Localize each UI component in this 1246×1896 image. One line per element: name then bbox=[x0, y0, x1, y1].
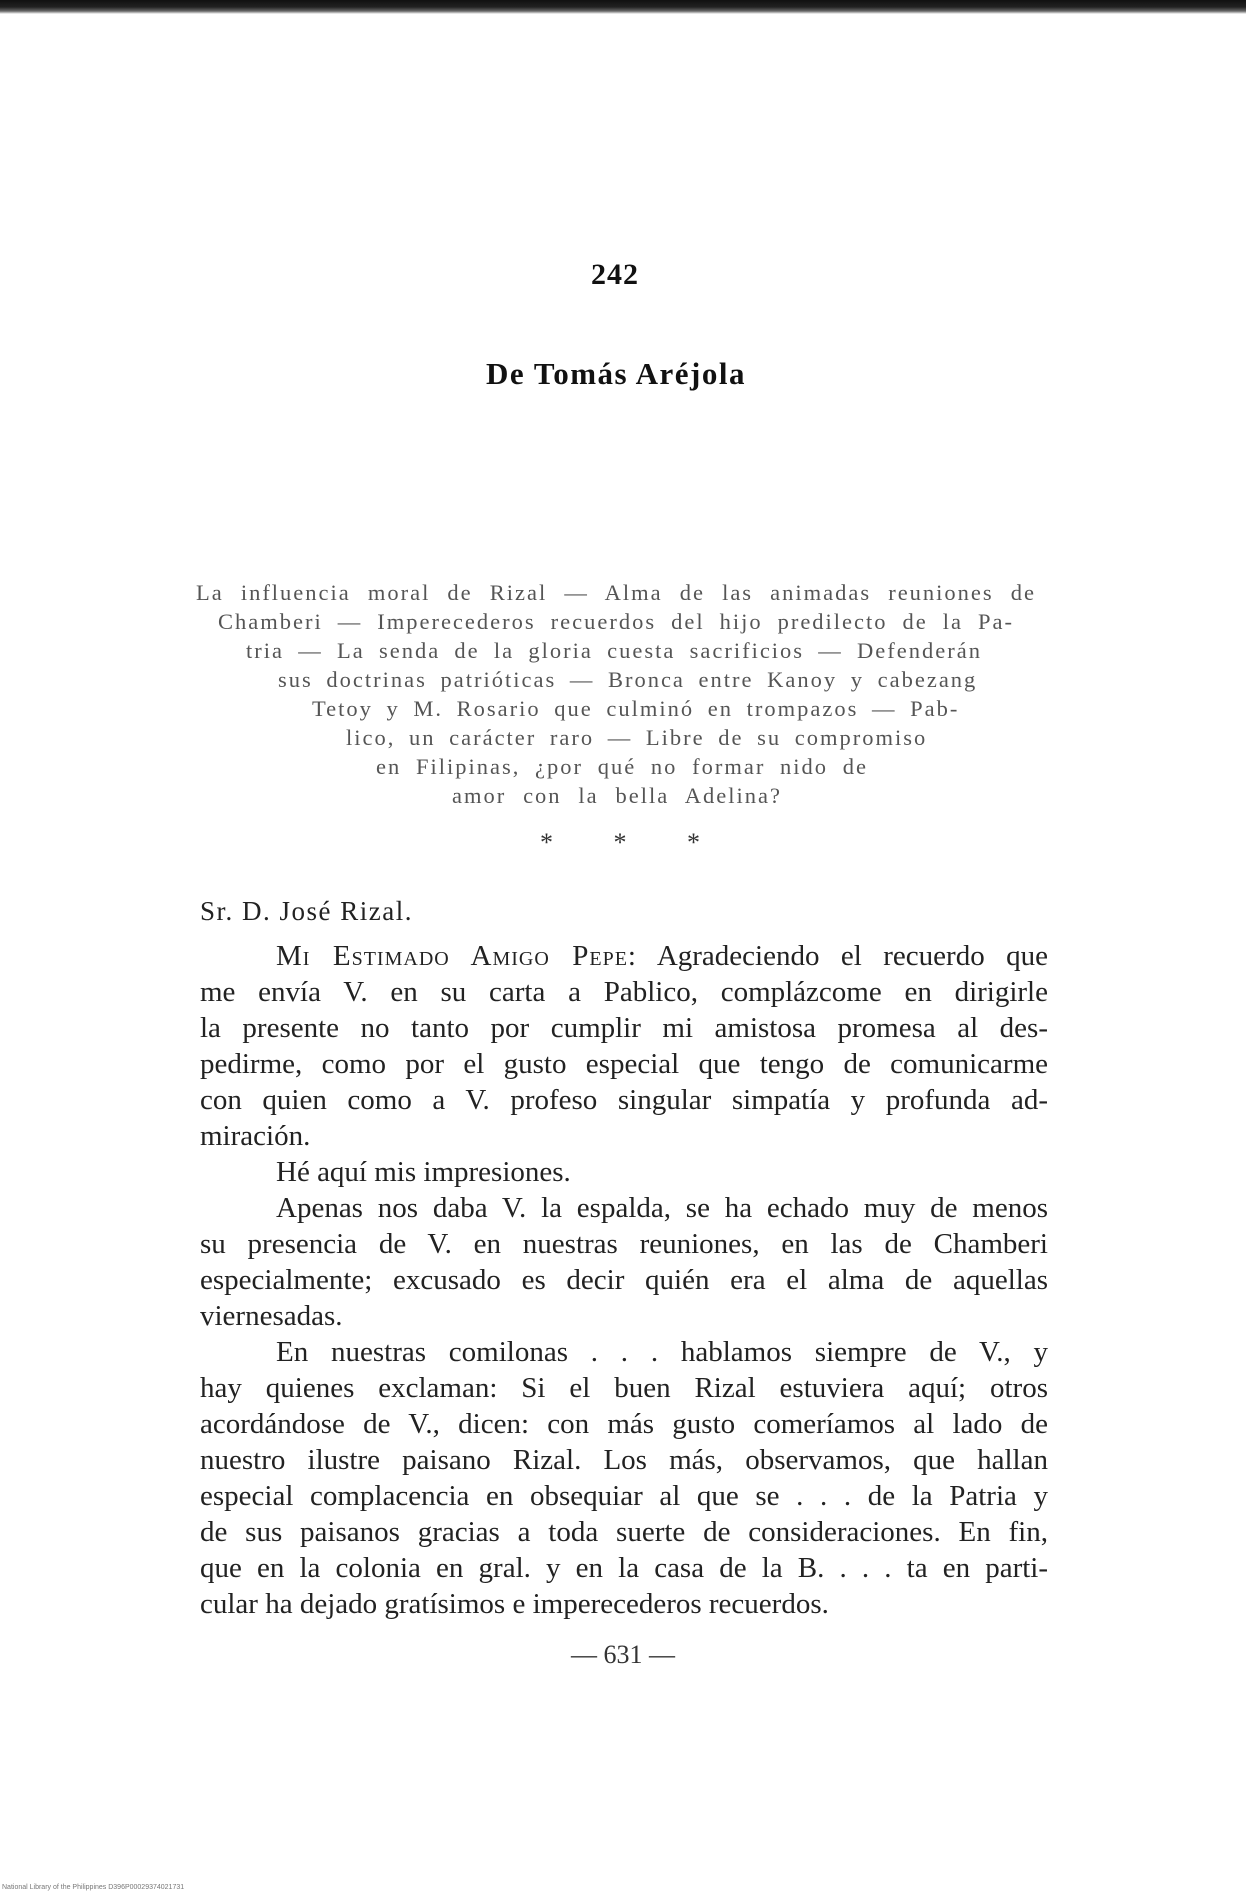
paragraph-1 bbox=[200, 938, 1048, 1154]
body-line: hay quienes exclaman: Si el buen Rizal estuviera aquí; otros bbox=[200, 1372, 1048, 1404]
summary-line: Chamberi — Imperecederos recuerdos del hijo predilecto de la Pa- bbox=[218, 609, 1014, 634]
body-line: viernesadas. bbox=[200, 1300, 343, 1332]
summary-line: lico, un carácter raro — Libre de su compromiso bbox=[346, 725, 928, 750]
summary-line: Tetoy y M. Rosario que culminó en trompazos — Pab- bbox=[312, 696, 960, 721]
body-line: especialmente; excusado es decir quién era el alma de aquellas bbox=[200, 1264, 1048, 1296]
section-separator bbox=[540, 828, 700, 858]
letter-summary bbox=[196, 578, 1036, 810]
body-line bbox=[200, 938, 1048, 974]
body-line: su presencia de V. en nuestras reuniones, en las de Chamberi bbox=[200, 1228, 1048, 1260]
body-line: con quien como a V. profeso singular simpatía y profunda ad- bbox=[200, 1084, 1048, 1116]
letter-number: 242 bbox=[591, 258, 639, 291]
letter-title: De Tomás Aréjola bbox=[486, 356, 746, 391]
body-line: Apenas nos daba V. la espalda, se ha echado muy de menos bbox=[276, 1192, 1048, 1224]
body-line: miración. bbox=[200, 1120, 311, 1152]
body-line: cular ha dejado gratísimos e imperecederos recuerdos. bbox=[200, 1588, 829, 1620]
body-line: que en la colonia en gral. y en la casa de la B. . . . ta en parti- bbox=[200, 1552, 1048, 1584]
summary-line: La influencia moral de Rizal — Alma de las animadas reuniones de bbox=[196, 580, 1036, 605]
body-line-text: Agradeciendo el recuerdo que bbox=[656, 940, 1048, 972]
paragraph-4 bbox=[200, 1334, 1048, 1622]
body-line: En nuestras comilonas . . . hablamos siempre de V., y bbox=[276, 1336, 1048, 1368]
paragraph-2 bbox=[200, 1154, 1048, 1190]
page-top-edge bbox=[0, 0, 1246, 14]
asterisk: * bbox=[613, 828, 627, 857]
body-line: me envía V. en su carta a Pablico, complázcome en dirigirle bbox=[200, 976, 1048, 1008]
body-line: Hé aquí mis impresiones. bbox=[276, 1156, 571, 1188]
greeting: Mi Estimado Amigo Pepe: bbox=[276, 940, 637, 972]
paragraph-3 bbox=[200, 1190, 1048, 1334]
asterisk: * bbox=[540, 828, 553, 857]
summary-line: tria — La senda de la gloria cuesta sacrificios — Defenderán bbox=[246, 638, 982, 663]
summary-line: amor con la bella Adelina? bbox=[452, 783, 782, 808]
body-line: especial complacencia en obsequiar al que se . . . de la Patria y bbox=[200, 1480, 1048, 1512]
salutation: Sr. D. José Rizal. bbox=[200, 896, 413, 926]
letter-body bbox=[200, 938, 1048, 1622]
body-line: nuestro ilustre paisano Rizal. Los más, observamos, que hallan bbox=[200, 1444, 1048, 1476]
body-line: de sus paisanos gracias a toda suerte de consideraciones. En fin, bbox=[200, 1516, 1048, 1548]
body-line: acordándose de V., dicen: con más gusto comeríamos al lado de bbox=[200, 1408, 1048, 1440]
asterisk: * bbox=[687, 828, 700, 857]
summary-line: en Filipinas, ¿por qué no formar nido de bbox=[376, 754, 868, 779]
scan-footer: National Library of the Philippines D396P00029374021731 bbox=[2, 1884, 185, 1891]
body-line: pedirme, como por el gusto especial que tengo de comunicarme bbox=[200, 1048, 1048, 1080]
page-number: — 631 — bbox=[571, 1640, 675, 1669]
summary-line: sus doctrinas patrióticas — Bronca entre Kanoy y cabezang bbox=[278, 667, 978, 692]
body-line: la presente no tanto por cumplir mi amistosa promesa al des- bbox=[200, 1012, 1048, 1044]
